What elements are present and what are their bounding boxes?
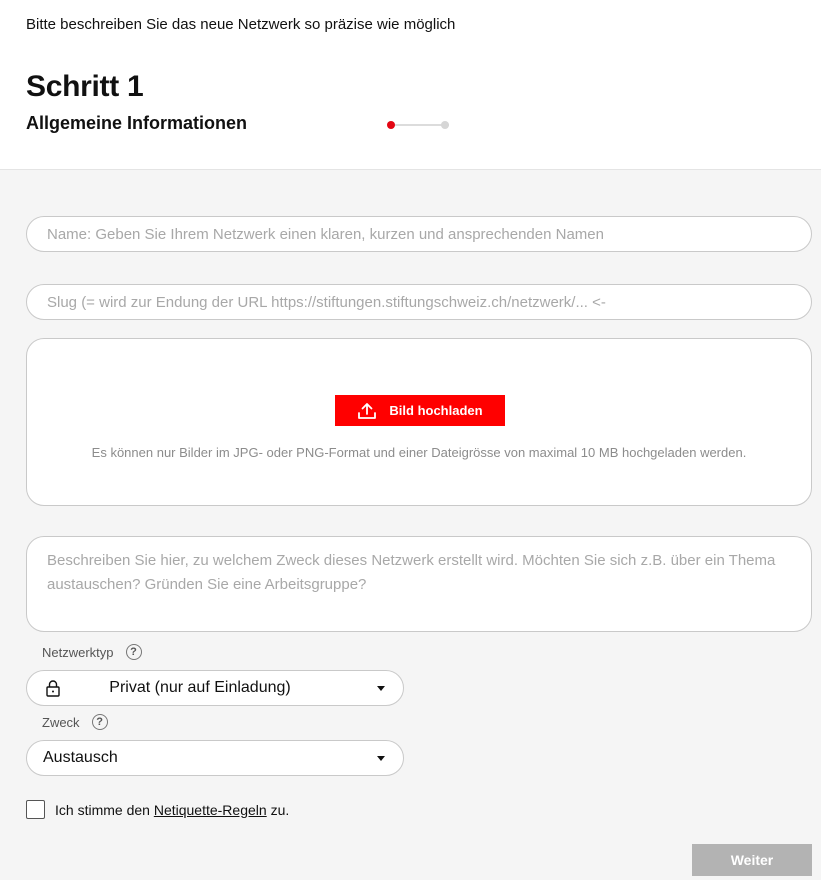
purpose-label-row	[42, 714, 108, 730]
agree-checkbox[interactable]	[26, 800, 45, 819]
upload-icon	[357, 402, 377, 420]
purpose-select[interactable]	[26, 740, 404, 776]
netiquette-link[interactable]: Netiquette-Regeln	[153, 801, 267, 818]
purpose-help-icon[interactable]: ?	[92, 714, 108, 730]
network-type-value: Privat (nur auf Einladung)	[109, 679, 291, 696]
purpose-label: Zweck	[42, 714, 80, 730]
upload-format-note: Es können nur Bilder im JPG- oder PNG-Format und einer Dateigrösse von maximal 10 MB hochgeladen werden.	[91, 445, 747, 460]
agreement-suffix: zu.	[270, 801, 290, 818]
network-slug-input[interactable]	[26, 284, 812, 320]
network-type-select[interactable]	[26, 670, 404, 706]
next-button[interactable]: Weiter	[692, 844, 812, 876]
page-title: Schritt 1	[26, 70, 144, 103]
chevron-down-icon	[377, 756, 385, 761]
network-type-label: Netzwerktyp	[42, 644, 114, 660]
network-description-input[interactable]	[26, 536, 812, 632]
upload-image-button[interactable]	[335, 395, 505, 426]
chevron-down-icon	[377, 686, 385, 691]
purpose-value: Austausch	[43, 749, 118, 766]
network-type-help-icon[interactable]: ?	[126, 644, 142, 660]
image-upload-area[interactable]	[26, 338, 812, 506]
step-dot-1	[387, 121, 395, 129]
network-type-label-row	[42, 644, 142, 660]
lock-icon	[43, 678, 63, 698]
netiquette-agreement	[26, 800, 289, 819]
network-name-input[interactable]	[26, 216, 812, 252]
header-section	[0, 0, 821, 170]
agreement-prefix: Ich stimme den	[55, 801, 150, 818]
intro-text: Bitte beschreiben Sie das neue Netzwerk so präzise wie möglich	[26, 16, 456, 33]
step-dot-2	[441, 121, 449, 129]
step-subtitle: Allgemeine Informationen	[26, 113, 248, 133]
step-progress	[387, 121, 453, 129]
upload-button-label: Bild hochladen	[389, 403, 483, 418]
